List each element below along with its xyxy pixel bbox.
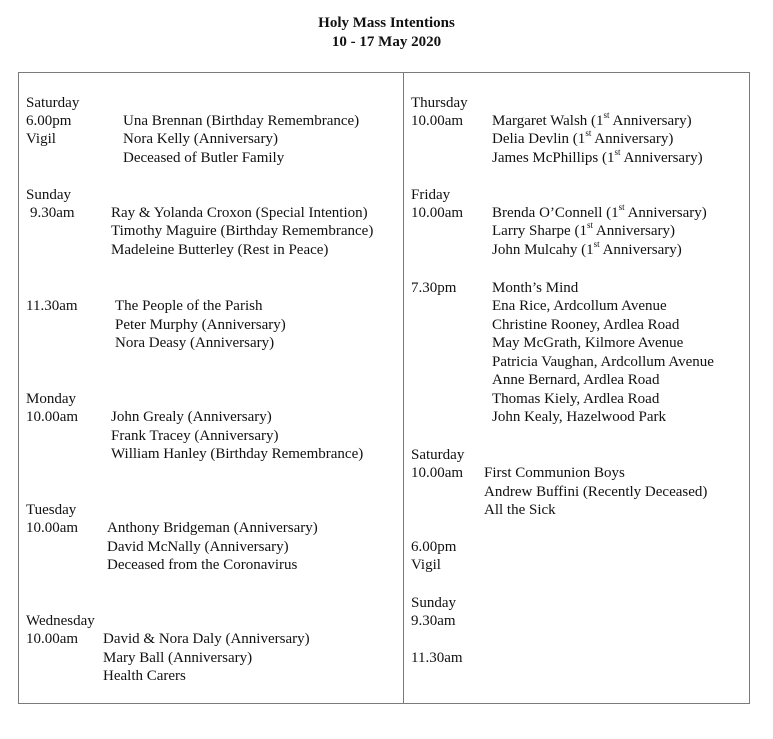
day-label-sunday: Sunday: [26, 187, 71, 203]
intention-item: Ena Rice, Ardcollum Avenue: [492, 298, 667, 314]
time-label: 6.00pm: [26, 113, 72, 129]
time-label: 10.00am: [411, 113, 464, 129]
intention-item: Peter Murphy (Anniversary): [115, 317, 286, 333]
intention-item: First Communion Boys: [484, 465, 625, 481]
day-label-wednesday: Wednesday: [26, 613, 95, 629]
intention-item: Ray & Yolanda Croxon (Special Intention): [111, 205, 368, 221]
intention-item: Nora Kelly (Anniversary): [123, 131, 278, 147]
day-label-saturday: Saturday: [411, 447, 465, 463]
title-date-range: 10 - 17 May 2020: [331, 34, 442, 50]
intention-item: Timothy Maguire (Birthday Remembrance): [111, 223, 374, 239]
day-label-friday: Friday: [411, 187, 451, 203]
time-label: 7.30pm: [411, 280, 457, 296]
time-label: 6.00pm: [411, 539, 457, 555]
vigil-label: Vigil: [411, 557, 441, 573]
time-label: 11.30am: [26, 298, 78, 314]
intention-item: Andrew Buffini (Recently Deceased): [484, 484, 708, 500]
time-label: 10.00am: [411, 465, 464, 481]
time-label: 9.30am: [30, 205, 75, 221]
time-label: 11.30am: [411, 650, 463, 666]
intention-item: The People of the Parish: [115, 298, 263, 314]
day-label-saturday: Saturday: [26, 95, 80, 111]
intention-item: Patricia Vaughan, Ardcollum Avenue: [492, 354, 714, 370]
vigil-label: Vigil: [26, 131, 56, 147]
intention-item: James McPhillips (1st Anniversary): [492, 147, 703, 166]
intention-item: Month’s Mind: [492, 280, 579, 296]
day-label-sunday: Sunday: [411, 595, 456, 611]
intention-item: David & Nora Daly (Anniversary): [103, 631, 310, 647]
intention-item: Anne Bernard, Ardlea Road: [492, 372, 660, 388]
intention-item: Deceased from the Coronavirus: [107, 557, 298, 573]
title-heading: Holy Mass Intentions: [318, 15, 455, 31]
time-label: 10.00am: [411, 205, 464, 221]
time-label: 10.00am: [26, 520, 79, 536]
intention-item: Mary Ball (Anniversary): [103, 650, 253, 666]
intention-item: Margaret Walsh (1st Anniversary): [492, 110, 692, 129]
day-label-monday: Monday: [26, 391, 76, 407]
intention-item: John Kealy, Hazelwood Park: [492, 409, 666, 425]
intention-item: Thomas Kiely, Ardlea Road: [492, 391, 660, 407]
intention-item: May McGrath, Kilmore Avenue: [492, 335, 684, 351]
intention-item: Una Brennan (Birthday Remembrance): [123, 113, 360, 129]
time-label: 10.00am: [26, 631, 79, 647]
column-divider: [403, 72, 404, 704]
intention-item: All the Sick: [484, 502, 556, 518]
intention-item: William Hanley (Birthday Remembrance): [111, 446, 364, 462]
intention-item: Frank Tracey (Anniversary): [111, 428, 279, 444]
intention-item: Nora Deasy (Anniversary): [115, 335, 275, 351]
intention-item: Anthony Bridgeman (Anniversary): [107, 520, 318, 536]
intention-item: Health Carers: [103, 668, 186, 684]
intention-item: Larry Sharpe (1st Anniversary): [492, 220, 676, 239]
time-label: 10.00am: [26, 409, 79, 425]
intention-item: Brenda O’Connell (1st Anniversary): [492, 202, 707, 221]
intention-item: Christine Rooney, Ardlea Road: [492, 317, 680, 333]
intention-item: John Mulcahy (1st Anniversary): [492, 239, 682, 258]
day-label-tuesday: Tuesday: [26, 502, 77, 518]
intention-item: Madeleine Butterley (Rest in Peace): [111, 242, 329, 258]
time-label: 9.30am: [411, 613, 456, 629]
intention-item: David McNally (Anniversary): [107, 539, 289, 555]
intention-item: Delia Devlin (1st Anniversary): [492, 128, 674, 147]
intention-item: John Grealy (Anniversary): [111, 409, 272, 425]
intention-item: Deceased of Butler Family: [123, 150, 285, 166]
page-title: [0, 14, 773, 52]
day-label-thursday: Thursday: [411, 95, 468, 111]
